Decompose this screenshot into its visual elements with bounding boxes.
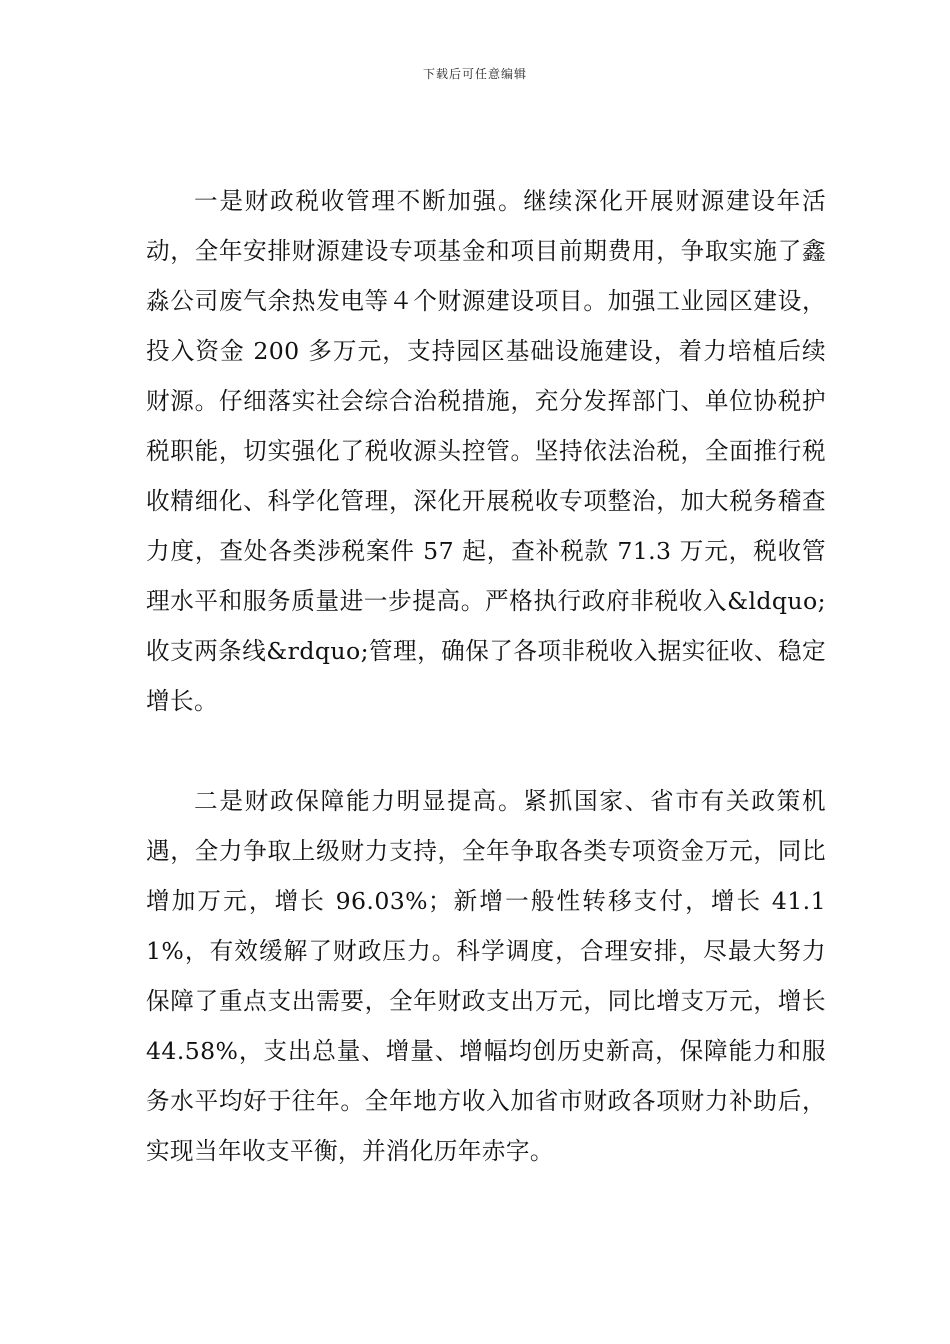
paragraph-fiscal-guarantee-capacity: 二是财政保障能力明显提高。紧抓国家、省市有关政策机遇，全力争取上级财力支持，全年争取各类专项资金万元，同比增加万元，增长 96.03%；新增一般性转移支付，增长 41.11%，有效缓解了财政压力。科学调度，合理安排，尽最大努力保障了重点支出需要，全年财政支出万元，同比增支万元，增长 44.58%，支出总量、增量、增幅均创历史新高，保障能力和服务水平均好于往年。全年地方收入加省市财政各项财力补助后，实现当年收支平衡，并消化历年赤字。 (146, 787, 826, 1165)
paragraph-fiscal-tax-management: 一是财政税收管理不断加强。继续深化开展财源建设年活动，全年安排财源建设专项基金和项目前期费用，争取实施了鑫淼公司废气余热发电等４个财源建设项目。加强工业园区建设，投入资金 200 多万元，支持园区基础设施建设，着力培植后续财源。仔细落实社会综合治税措施，充分发挥部门、单位协税护税职能，切实强化了税收源头控管。坚持依法治税，全面推行税收精细化、科学化管理，深化开展税收专项整治，加大税务稽查力度，查处各类涉税案件 57 起，查补税款 71.3 万元，税收管理水平和服务质量进一步提高。严格执行政府非税收入&ldquo;收支两条线&rdquo;管理，确保了各项非税收入据实征收、稳定增长。 (146, 187, 826, 715)
page-header: 下载后可任意编辑 (422, 67, 527, 81)
document-body (146, 176, 826, 1176)
